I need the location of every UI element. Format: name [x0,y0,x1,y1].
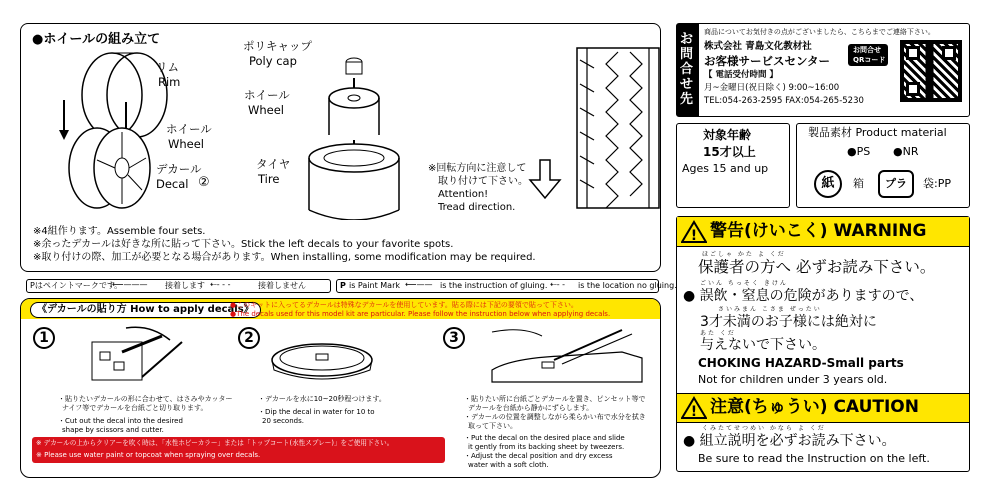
material-bag: 袋:PP [923,177,951,190]
step1-en2: shape by scissors and cutter. [62,426,164,434]
decal-steps-illustration [22,322,660,394]
assembly-title: ●ホイールの組み立て [32,32,161,47]
qr-label-1: お問合せ [853,46,881,54]
decals-note-jp: ●このキットに入ってるデカールは特殊なデカールを使用しています。貼る際には下記の要領で貼って下さい。 [230,301,578,309]
legend-jp-glue: 接着します [165,281,205,290]
legend-jp-paint: Pはペイントマークです。 [30,281,123,290]
legend-en-paint: is Paint Mark [349,281,400,290]
warning-en-2: Not for children under 3 years old. [698,373,888,386]
step3-jp3: ・デカールの位置を調整しながら柔らかい布で水分を拭き [464,413,646,421]
tire-label-jp: タイヤ [256,157,291,171]
warning-line-2: ● 誤飲・窒息の危険がありますので、 [683,288,924,304]
warning-ruby-3: さいみまん こさま ぜったい [718,306,822,313]
rotation-note-jp1: ※回転方向に注意して [428,163,527,174]
rotation-note-en2: Tread direction. [438,202,516,213]
warning-title: 警告(けいこく) WARNING [710,221,927,241]
warning-line-1: 保護者の方へ 必ずお読み下さい。 [698,258,936,276]
legend-en-p-mark: P [340,281,346,290]
caution-triangle-icon [681,396,707,420]
legend-en-noglue-arrow: ⇠- - [550,280,566,289]
material-ps: ●PS [847,145,871,158]
contact-center: お客様サービスセンター [704,54,831,68]
material-nr: ●NR [893,145,919,158]
legend-en-noglue: is the location no gluing. [578,281,677,290]
step3-jp4: 取って下さい。 [468,422,517,430]
step2-jp: ・デカールを水に10~20秒程つけます。 [258,395,386,403]
step3-en3: ・Adjust the decal position and dry excess [464,452,613,460]
rotation-note-jp2: 取り付けて下さい。 [438,176,528,187]
caution-en: Be sure to read the Instruction on the left. [698,452,930,465]
contact-company: 株式会社 青島文化教材社 [704,41,812,52]
step3-jp2: デカールを台紙から静かにずらします。 [468,404,594,412]
polycap-label-jp: ポリキャップ [243,39,312,53]
assembly-note-3: ※取り付けの際、加工が必要となる場合があります。When installing, some modification may be required. [33,252,536,263]
assembly-note-2: ※余ったデカールは好きな所に貼って下さい。Stick the left decals to your favorite spots. [33,239,454,250]
legend-en-glue-arrow: ⟵—— [405,280,433,289]
svg-text:!: ! [690,228,698,244]
age-en: Ages 15 and up [682,162,769,175]
assembly-note-1: ※4組作ります。Assemble four sets. [33,226,206,237]
step3-en1: ・Put the decal on the desired place and slide [464,434,625,442]
rim-label-jp: リム [156,60,179,74]
decals-title: 《デカールの貼り方 How to apply decals》 [30,302,261,318]
wheel-label-en: Wheel [168,137,205,151]
contact-hours: 月~金曜日(祝日除く) 9:00~16:00 [704,83,840,93]
legend-jp-glue-arrow: ⟵——— [112,280,148,289]
legend-en-glue: is the instruction of gluing. [440,281,548,290]
step3-en2: it gently from its backing sheet by tweezers. [468,443,625,451]
assembly-illustration [22,40,662,220]
qr-code[interactable] [900,40,962,102]
polycap-label-en: Poly cap [249,54,297,68]
step2-en1: ・Dip the decal in water for 10 to [258,408,375,416]
rotation-note-en1: Attention! [438,189,489,200]
caution-title: 注意(ちゅうい) CAUTION [710,397,919,417]
svg-text:!: ! [690,404,698,420]
step1-number: 1 [33,327,55,349]
wheel2-label-jp: ホイール [244,88,290,102]
material-title: 製品素材 Product material [808,126,947,139]
rim-label-en: Rim [158,75,181,89]
paper-recycle-icon [814,170,842,198]
warning-ruby-1: ほごしゃ かた よ くだ [702,251,786,258]
plastic-recycle-icon [878,170,914,198]
warning-ruby-4: あた くだ [700,330,736,337]
step1-jp2: ナイフ等でデカールを台紙ごと切り取ります。 [62,404,208,412]
caution-line: ● 組立説明を必ずお読み下さい。 [683,433,896,449]
contact-side-label: お問合せ先 [680,32,694,107]
step3-en4: water with a soft cloth. [468,461,549,469]
contact-intro: 商品についてお気付きの点がございましたら、こちらまでご連絡下さい。 [704,28,935,36]
contact-phone: TEL:054-263-2595 FAX:054-265-5230 [704,96,864,106]
legend-jp-noglue-arrow: ⇠- - - [210,280,231,289]
age-value: 15才以上 [703,145,756,159]
step1-jp1: ・貼りたいデカールの形に合わせて、はさみやカッター [58,395,233,403]
warning-triangle-icon [681,220,707,244]
warning-line-3: 3才未満のお子様には絶対に [700,314,877,330]
step1-en1: ・Cut out the decal into the desired [58,417,183,425]
step2-en2: 20 seconds. [262,417,304,425]
legend-jp-noglue: 接着しません [258,281,306,290]
step3-jp1: ・貼りたい所に台紙ごとデカールを置き、ピンセット等で [464,395,646,403]
decal-label-en: Decal [156,177,189,191]
warning-line-4: 与えないで下さい。 [700,337,826,353]
caution-ruby: くみたてせつめい かなら よ くだ [702,425,826,432]
tire-label-en: Tire [258,172,280,186]
paper-recycle-label: 紙 [821,176,835,191]
step2-number: 2 [238,327,260,349]
plastic-recycle-label: プラ [885,177,907,190]
wheel-label-jp: ホイール [166,122,212,136]
age-title: 対象年齢 [703,128,752,142]
decals-warning-en: ※ Please use water paint or topcoat when spraying over decals. [36,451,261,459]
decal-number: ② [198,175,210,190]
material-box: 箱 [853,177,864,190]
wheel2-label-en: Wheel [248,103,285,117]
qr-label-2: QRコード [853,56,886,64]
decals-warning-jp: ※ デカールの上からクリアーを吹く時は、「水性ホビーカラー」または「トップコート(水性スプレー)」をご使用下さい。 [36,439,394,447]
decal-label-jp: デカール [156,162,202,176]
contact-hours-title: 【 電話受付時間 】 [704,70,778,80]
warning-ruby-2: ごいん ちっそく きけん [700,280,788,287]
step3-number: 3 [443,327,465,349]
warning-en-1: CHOKING HAZARD-Small parts [698,356,904,370]
decals-note-en: ●The decals used for this model kit are particular. Please follow the instruction below when applying decals. [230,310,611,318]
